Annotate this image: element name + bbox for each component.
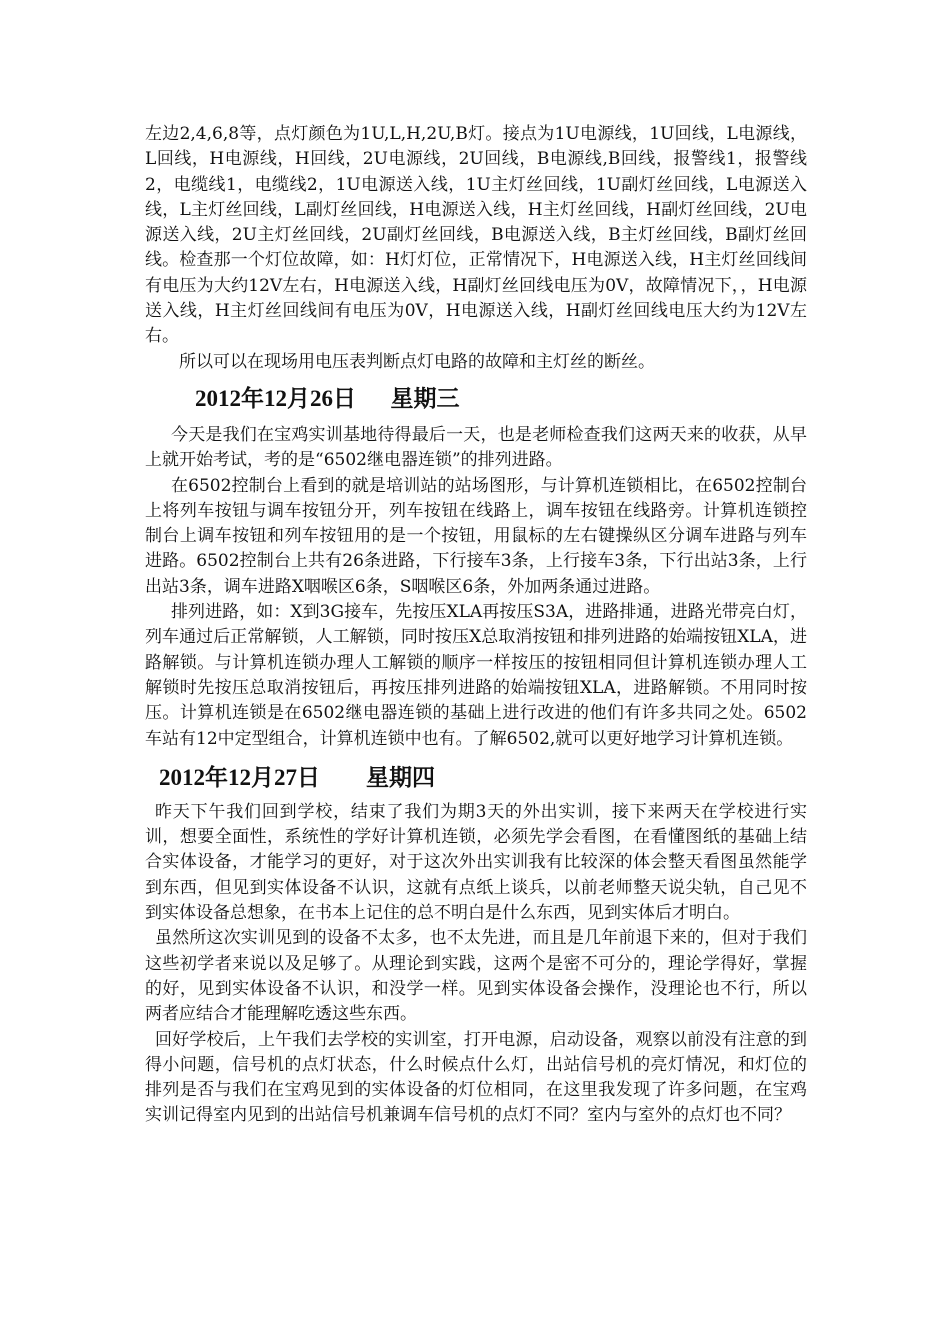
paragraph-theory-practice: 虽然所这次实训见到的设备不太多，也不太先进，而且是几年前退下来的，但对于我们这些初学者来说以及足够了。从理论到实践，这两个是密不可分的，理论学得好，掌握的好，见到实体设备不认识，和没学一样。见到实体设备会操作，没理论也不行，所以两者应结合才能理解吃透这些东西。	[145, 928, 807, 1025]
paragraph-signal-wiring: 左边2,4,6,8等，点灯颜色为1U,L,H,2U,B灯。接点为1U电源线，1U回线，L电源线，L回线，H电源线，H回线，2U电源线，2U回线，B电源线,B回线，报警线1，报警线2，电缆线1，电缆线2，1U电源送入线，1U主灯丝回线，1U副灯丝回线，L电源送入线，L主灯丝回线，L副灯丝回线，H电源送入线，H主灯丝回线，H副灯丝回线，2U电源送入线，2U主灯丝回线，2U副灯丝回线，B电源送入线，B主灯丝回线，B副灯丝回线。检查那一个灯位故障，如：H灯灯位，正常情况下，H电源送入线，H主灯丝回线间有电压为大约12V左右，H电源送入线，H副灯丝回线电压为0V，故障情况下，，H电源送入线，H主灯丝回线间有电压为0V，H电源送入线，H副灯丝回线电压大约为12V左右。	[145, 124, 807, 347]
date-heading-dec-26: 2012年12月26日 星期三	[195, 385, 460, 411]
date-heading-dec-27: 2012年12月27日 星期四	[159, 764, 435, 790]
paragraph-voltmeter-conclusion: 所以可以在现场用电压表判断点灯电路的故障和主灯丝的断丝。	[179, 351, 655, 372]
document-page	[145, 122, 807, 1129]
paragraph-return-to-school: 昨天下午我们回到学校，结束了我们为期3天的外出实训，接下来两天在学校进行实训，想要全面性，系统性的学好计算机连锁，必须先学会看图，在看懂图纸的基础上结合实体设备，才能学习的更好，对于这次外出实训我有比较深的体会整天看图虽然能学到东西，但见到实体设备不认识，这就有点纸上谈兵，以前老师整天说尖轨，自己见不到实体设备总想象，在书本上记住的总不明白是什么东西，见到实体后才明白。	[145, 801, 807, 924]
paragraph-last-day-exam: 今天是我们在宝鸡实训基地待得最后一天，也是老师检查我们这两天来的收获，从早上就开始考试，考的是“6502继电器连锁”的排列进路。	[145, 424, 807, 471]
paragraph-6502-console: 在6502控制台上看到的就是培训站的站场图形，与计算机连锁相比，在6502控制台上将列车按钮与调车按钮分开，列车按钮在线路上，调车按钮在线路旁。计算机连锁控制台上调车按钮和列车按钮用的是一个按钮，用鼠标的左右键操纵区分调车进路与列车进路。6502控制台上共有26条进路，下行接车3条，上行接车3条，下行出站3条，上行出站3条，调车进路X咽喉区6条，S咽喉区6条，外加两条通过进路。	[145, 475, 807, 597]
paragraph-lab-observations: 回好学校后，上午我们去学校的实训室，打开电源，启动设备，观察以前没有注意的到得小问题，信号机的点灯状态，什么时候点什么灯，出站信号机的亮灯情况，和灯位的排列是否与我们在宝鸡见到的实体设备的灯位相同，在这里我发现了许多问题，在宝鸡实训记得室内见到的出站信号机兼调车信号机的点灯不同？室内与室外的点灯也不同？	[145, 1029, 807, 1126]
paragraph-route-setting: 排列进路，如：X到3G接车，先按压XLA再按压S3A，进路排通，进路光带亮白灯，列车通过后正常解锁，人工解锁，同时按压X总取消按钮和排列进路的始端按钮XLA，进路解锁。与计算机连锁办理人工解锁的顺序一样按压的按钮相同但计算机连锁办理人工解锁时先按压总取消按钮后，再按压排列进路的始端按钮XLA，进路解锁。不用同时按压。计算机连锁是在6502继电器连锁的基础上进行改进的他们有许多共同之处。6502车站有12中定型组合，计算机连锁中也有。了解6502,就可以更好地学习计算机连锁。	[145, 602, 807, 749]
